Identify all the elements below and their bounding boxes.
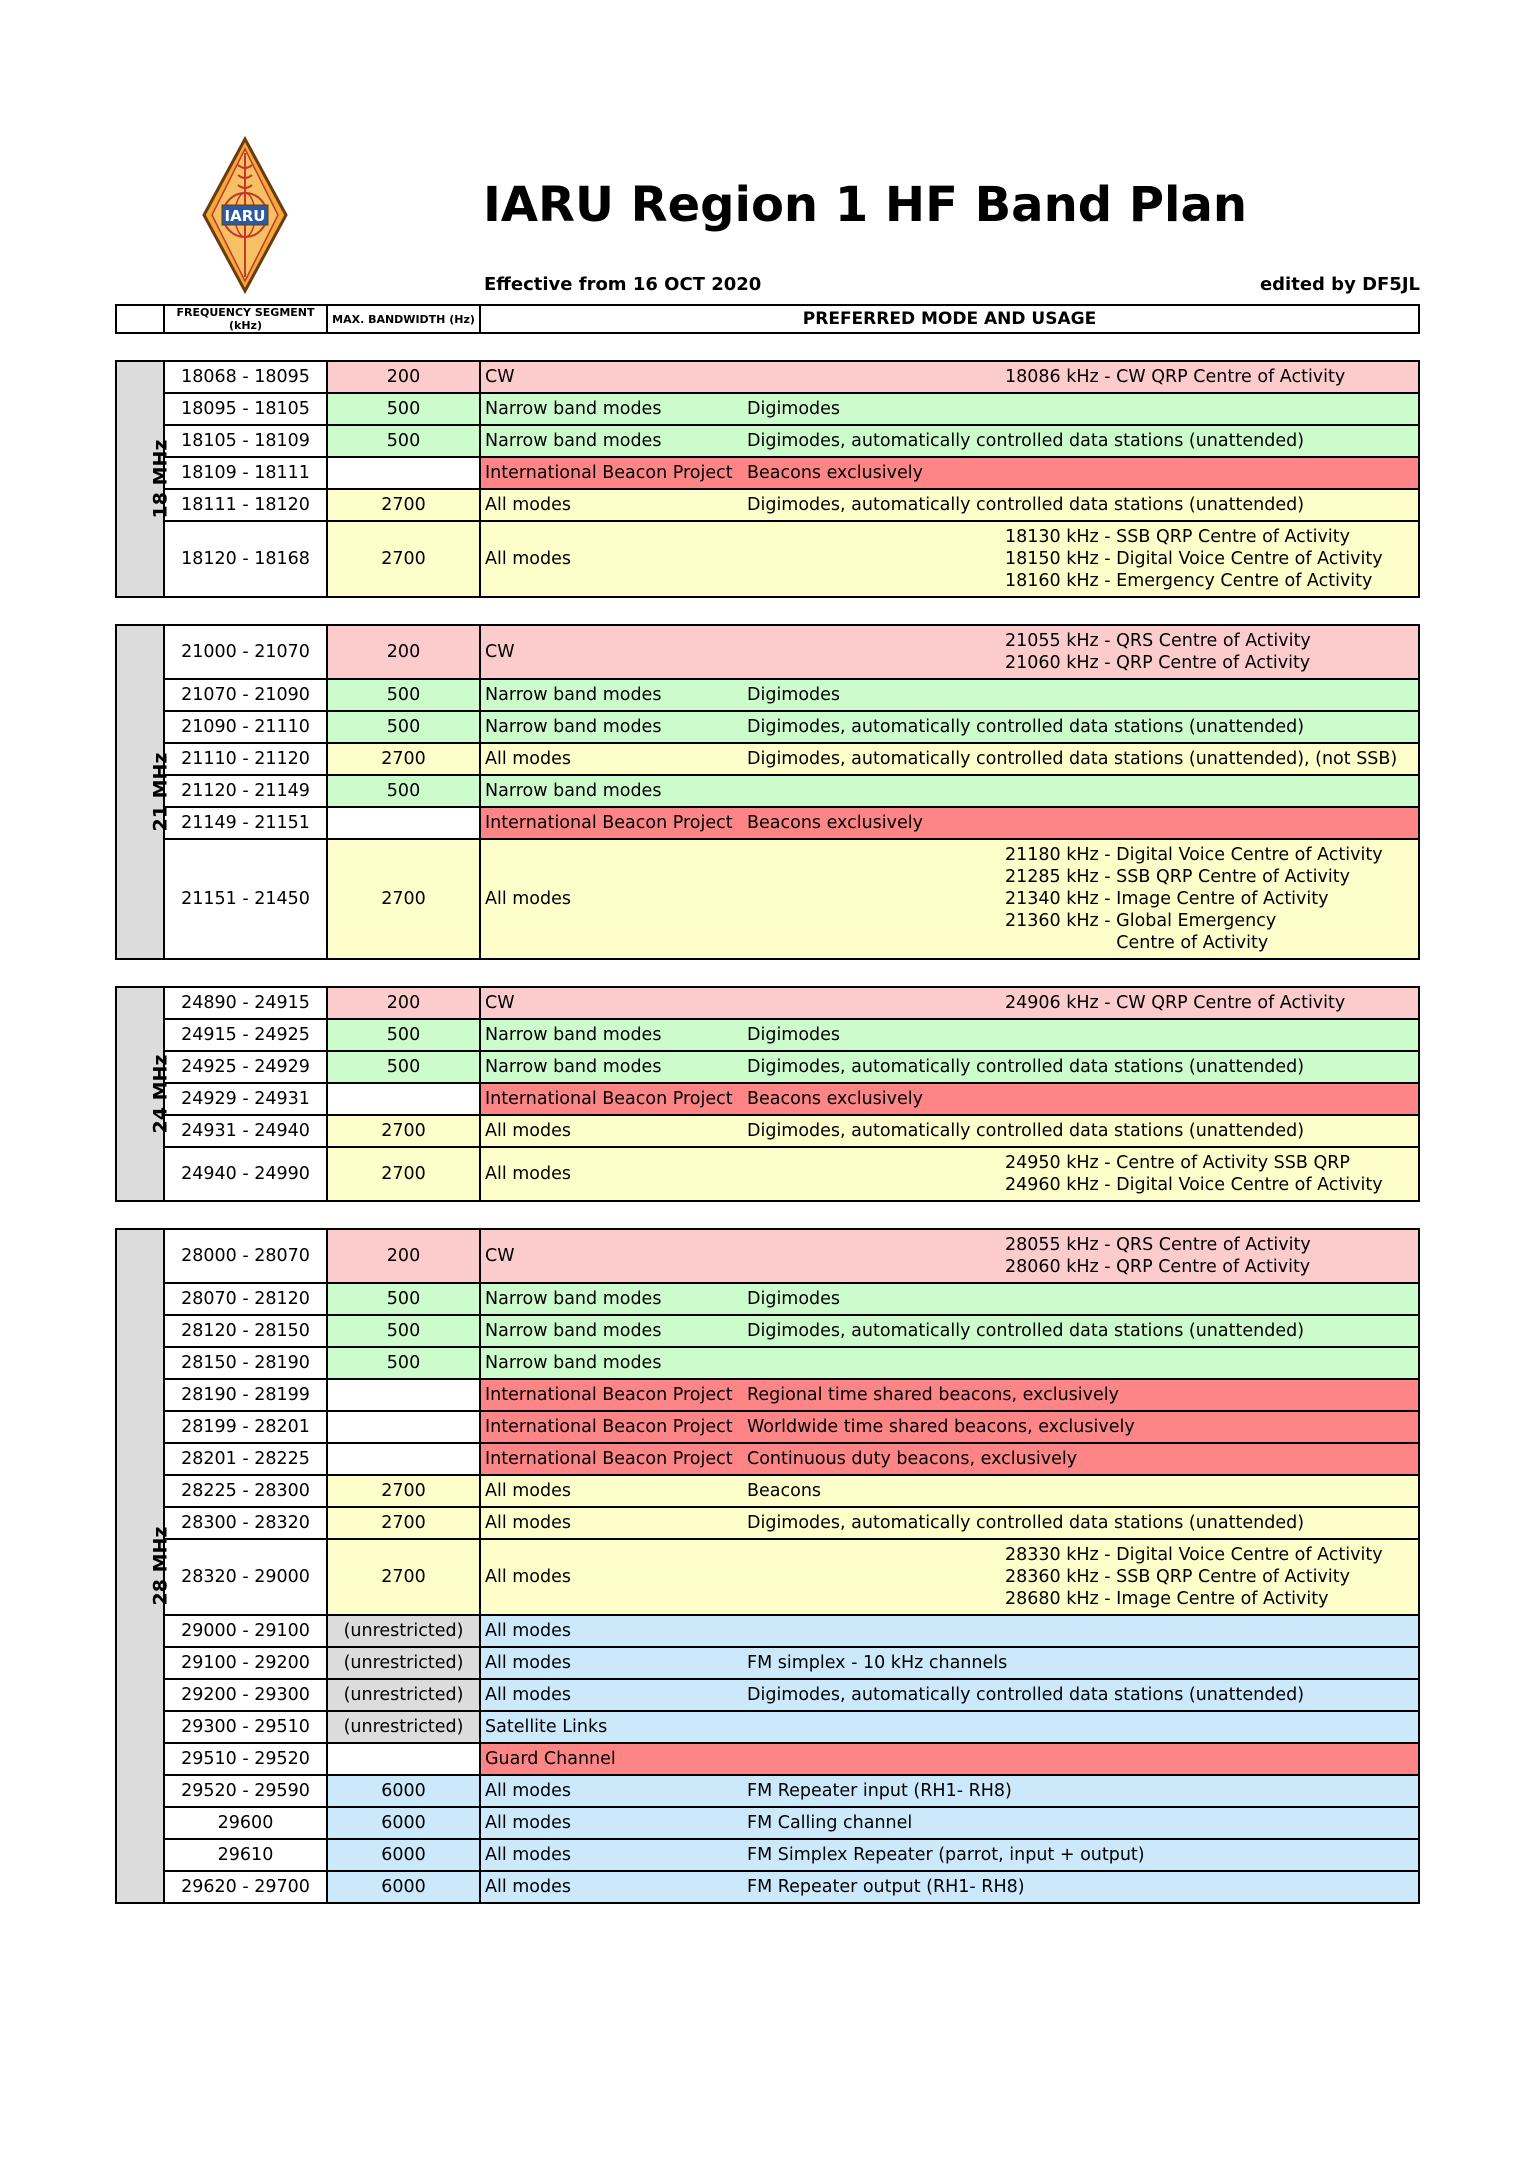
preferred-mode: All modes — [485, 1845, 572, 1865]
preferred-mode: Narrow band modes — [485, 1321, 662, 1341]
max-bandwidth — [327, 1443, 480, 1475]
usage-cell — [480, 1051, 1419, 1083]
preferred-mode: All modes — [485, 1121, 572, 1141]
band-segment-row — [116, 1711, 1419, 1743]
frequency-segment: 18105 - 18109 — [164, 425, 327, 457]
preferred-mode: All modes — [485, 1567, 572, 1587]
band-segment-row — [116, 1347, 1419, 1379]
usage-grid — [481, 526, 1418, 592]
usage-grid — [481, 1620, 1418, 1642]
band-label-cell — [116, 987, 172, 1201]
max-bandwidth: 6000 — [327, 1871, 480, 1903]
usage-cell — [480, 743, 1419, 775]
usage-grid — [481, 684, 1418, 706]
usage-grid — [481, 1152, 1418, 1196]
frequency-segment: 18111 - 18120 — [164, 489, 327, 521]
usage-cell — [480, 393, 1419, 425]
usage-cell — [480, 1807, 1419, 1839]
band-segment-row — [116, 807, 1419, 839]
band-column-header — [116, 305, 164, 333]
frequency-segment: 21149 - 21151 — [164, 807, 327, 839]
usage-grid — [481, 1056, 1418, 1078]
frequency-segment: 28201 - 28225 — [164, 1443, 327, 1475]
band-segment-row — [116, 679, 1419, 711]
usage-cell — [480, 1379, 1419, 1411]
band-spacer — [116, 959, 1419, 987]
frequency-segment: 24890 - 24915 — [164, 987, 327, 1019]
max-bandwidth — [327, 1411, 480, 1443]
max-bandwidth: 6000 — [327, 1775, 480, 1807]
usage-grid — [481, 1416, 1418, 1438]
preferred-mode: Narrow band modes — [485, 685, 662, 705]
activity-notes: 18130 kHz - SSB QRP Centre of Activity 18150 kHz - Digital Voice Centre of Activity 18160 kHz - Emergency Centre of Activity — [1005, 527, 1383, 591]
max-bandwidth: (unrestricted) — [327, 1679, 480, 1711]
activity-notes: 24950 kHz - Centre of Activity SSB QRP 24960 kHz - Digital Voice Centre of Activity — [1005, 1153, 1383, 1195]
max-bandwidth — [327, 1743, 480, 1775]
usage-text: Digimodes — [747, 685, 841, 705]
band-segment-row — [116, 1229, 1419, 1283]
usage-cell — [480, 1229, 1419, 1283]
frequency-segment: 28199 - 28201 — [164, 1411, 327, 1443]
max-bandwidth: 2700 — [327, 521, 480, 597]
usage-text: Continuous duty beacons, exclusively — [747, 1449, 1078, 1469]
usage-cell — [480, 1743, 1419, 1775]
usage-text: FM Calling channel — [747, 1813, 913, 1833]
preferred-mode: All modes — [485, 749, 572, 769]
usage-cell — [480, 807, 1419, 839]
band-segment-row — [116, 521, 1419, 597]
band-segment-row — [116, 1475, 1419, 1507]
band-segment-row — [116, 1775, 1419, 1807]
preferred-mode: All modes — [485, 889, 572, 909]
max-bandwidth: 200 — [327, 1229, 480, 1283]
band-segment-row — [116, 361, 1419, 393]
usage-cell — [480, 425, 1419, 457]
usage-cell — [480, 1443, 1419, 1475]
frequency-segment: 28190 - 28199 — [164, 1379, 327, 1411]
band-segment-row — [116, 1539, 1419, 1615]
activity-notes: 18086 kHz - CW QRP Centre of Activity — [1005, 367, 1346, 387]
usage-grid — [481, 1748, 1418, 1770]
usage-grid — [481, 1876, 1418, 1898]
usage-grid — [481, 1480, 1418, 1502]
preferred-mode: International Beacon Project — [485, 1385, 733, 1405]
frequency-segment: 29200 - 29300 — [164, 1679, 327, 1711]
frequency-segment: 24925 - 24929 — [164, 1051, 327, 1083]
max-bandwidth: 2700 — [327, 1147, 480, 1201]
usage-grid — [481, 1024, 1418, 1046]
effective-date: Effective from 16 OCT 2020 — [484, 274, 762, 295]
usage-grid — [481, 1780, 1418, 1802]
usage-text: Digimodes — [747, 1289, 841, 1309]
preferred-mode: All modes — [485, 1653, 572, 1673]
usage-cell — [480, 1083, 1419, 1115]
usage-grid — [481, 398, 1418, 420]
usage-text: Digimodes, automatically controlled data stations (unattended) — [747, 1321, 1305, 1341]
preferred-mode: CW — [485, 1246, 515, 1266]
band-spacer-cell — [116, 959, 1419, 987]
usage-cell — [480, 1115, 1419, 1147]
frequency-segment: 21110 - 21120 — [164, 743, 327, 775]
usage-text: Digimodes, automatically controlled data stations (unattended) — [747, 1057, 1305, 1077]
band-label-cell — [116, 625, 172, 959]
max-bandwidth: 6000 — [327, 1807, 480, 1839]
frequency-segment: 28000 - 28070 — [164, 1229, 327, 1283]
max-bandwidth: 200 — [327, 361, 480, 393]
usage-text: Digimodes — [747, 1025, 841, 1045]
max-bandwidth: 500 — [327, 679, 480, 711]
page-title: IARU Region 1 HF Band Plan — [482, 177, 1248, 233]
band-segment-row — [116, 1411, 1419, 1443]
frequency-segment: 29610 — [164, 1839, 327, 1871]
frequency-segment: 28120 - 28150 — [164, 1315, 327, 1347]
band-segment-row — [116, 489, 1419, 521]
max-bandwidth: (unrestricted) — [327, 1711, 480, 1743]
preferred-mode: International Beacon Project — [485, 1089, 733, 1109]
frequency-segment: 21151 - 21450 — [164, 839, 327, 959]
usage-cell — [480, 489, 1419, 521]
max-bandwidth: (unrestricted) — [327, 1647, 480, 1679]
preferred-mode: International Beacon Project — [485, 463, 733, 483]
band-segment-row — [116, 1807, 1419, 1839]
preferred-mode: All modes — [485, 1621, 572, 1641]
preferred-mode: Narrow band modes — [485, 1353, 662, 1373]
logo-text: IARU — [224, 207, 266, 225]
usage-cell — [480, 775, 1419, 807]
band-spacer-cell — [116, 1201, 1419, 1229]
band-segment-row — [116, 839, 1419, 959]
usage-cell — [480, 987, 1419, 1019]
usage-text: Beacons exclusively — [747, 1089, 923, 1109]
frequency-segment: 21120 - 21149 — [164, 775, 327, 807]
preferred-mode: Narrow band modes — [485, 1289, 662, 1309]
max-bandwidth — [327, 807, 480, 839]
band-segment-row — [116, 1679, 1419, 1711]
usage-cell — [480, 457, 1419, 489]
usage-grid — [481, 716, 1418, 738]
band-segment-row — [116, 457, 1419, 489]
preferred-mode: Narrow band modes — [485, 399, 662, 419]
band-label: 28 MHz — [149, 1526, 172, 1605]
usage-cell — [480, 839, 1419, 959]
max-bandwidth: 500 — [327, 1019, 480, 1051]
usage-cell — [480, 1871, 1419, 1903]
preferred-mode: All modes — [485, 1781, 572, 1801]
band-segment-row — [116, 1315, 1419, 1347]
preferred-mode: CW — [485, 367, 515, 387]
frequency-segment: 29300 - 29510 — [164, 1711, 327, 1743]
frequency-segment: 29520 - 29590 — [164, 1775, 327, 1807]
max-bandwidth: 500 — [327, 1347, 480, 1379]
band-segment-row — [116, 1083, 1419, 1115]
usage-text: Digimodes, automatically controlled data stations (unattended) — [747, 431, 1305, 451]
preferred-mode: CW — [485, 993, 515, 1013]
usage-column-header: PREFERRED MODE AND USAGE — [480, 305, 1419, 333]
activity-notes: 21055 kHz - QRS Centre of Activity 21060 kHz - QRP Centre of Activity — [1005, 631, 1311, 673]
preferred-mode: All modes — [485, 549, 572, 569]
band-label: 24 MHz — [149, 1054, 172, 1133]
frequency-segment: 21090 - 21110 — [164, 711, 327, 743]
max-bandwidth: 2700 — [327, 1115, 480, 1147]
band-segment-row — [116, 1019, 1419, 1051]
band-segment-row — [116, 1283, 1419, 1315]
usage-cell — [480, 1507, 1419, 1539]
iaru-logo — [200, 135, 290, 295]
usage-text: FM Repeater input (RH1- RH8) — [747, 1781, 1012, 1801]
usage-grid — [481, 992, 1418, 1014]
usage-cell — [480, 1775, 1419, 1807]
usage-text: FM Simplex Repeater (parrot, input + output) — [747, 1845, 1145, 1865]
usage-cell — [480, 1411, 1419, 1443]
usage-grid — [481, 1320, 1418, 1342]
preferred-mode: Narrow band modes — [485, 1025, 662, 1045]
usage-grid — [481, 812, 1418, 834]
preferred-mode: Narrow band modes — [485, 431, 662, 451]
frequency-segment: 24915 - 24925 — [164, 1019, 327, 1051]
preferred-mode: All modes — [485, 1164, 572, 1184]
usage-text: Beacons exclusively — [747, 813, 923, 833]
usage-text: Digimodes, automatically controlled data stations (unattended) — [747, 1121, 1305, 1141]
usage-cell — [480, 1615, 1419, 1647]
preferred-mode: CW — [485, 642, 515, 662]
column-header-row — [116, 305, 1419, 333]
usage-grid — [481, 494, 1418, 516]
frequency-segment: 28320 - 29000 — [164, 1539, 327, 1615]
usage-grid — [481, 462, 1418, 484]
editor-credit: edited by DF5JL — [1259, 274, 1420, 295]
band-segment-row — [116, 1871, 1419, 1903]
usage-cell — [480, 625, 1419, 679]
activity-notes: 21180 kHz - Digital Voice Centre of Activity 21285 kHz - SSB QRP Centre of Activity 21340 kHz - Image Centre of Activity 21360 kHz - Global Emergency Centre of Activity — [1005, 845, 1383, 953]
preferred-mode: All modes — [485, 1685, 572, 1705]
max-bandwidth: 500 — [327, 1315, 480, 1347]
frequency-segment: 29600 — [164, 1807, 327, 1839]
max-bandwidth: 200 — [327, 625, 480, 679]
band-segment-row — [116, 1443, 1419, 1475]
frequency-segment: 29100 - 29200 — [164, 1647, 327, 1679]
band-plan-table — [115, 304, 1420, 1904]
usage-text: Beacons exclusively — [747, 463, 923, 483]
usage-text: Digimodes, automatically controlled data stations (unattended), (not SSB) — [747, 749, 1398, 769]
activity-notes: 28330 kHz - Digital Voice Centre of Activity 28360 kHz - SSB QRP Centre of Activity 28680 kHz - Image Centre of Activity — [1005, 1545, 1383, 1609]
usage-cell — [480, 1347, 1419, 1379]
activity-notes: 28055 kHz - QRS Centre of Activity 28060 kHz - QRP Centre of Activity — [1005, 1235, 1311, 1277]
usage-text: Worldwide time shared beacons, exclusively — [747, 1417, 1135, 1437]
usage-grid — [481, 1512, 1418, 1534]
band-segment-row — [116, 1379, 1419, 1411]
preferred-mode: All modes — [485, 1877, 572, 1897]
usage-cell — [480, 361, 1419, 393]
usage-grid — [481, 1288, 1418, 1310]
band-segment-row — [116, 1647, 1419, 1679]
usage-grid — [481, 1652, 1418, 1674]
usage-grid — [481, 780, 1418, 802]
preferred-mode: International Beacon Project — [485, 813, 733, 833]
usage-cell — [480, 1475, 1419, 1507]
usage-grid — [481, 1684, 1418, 1706]
preferred-mode: All modes — [485, 1513, 572, 1533]
band-segment-row — [116, 775, 1419, 807]
max-bandwidth: 500 — [327, 425, 480, 457]
usage-cell — [480, 1315, 1419, 1347]
band-spacer-cell — [116, 597, 1419, 625]
max-bandwidth — [327, 457, 480, 489]
usage-cell — [480, 1283, 1419, 1315]
band-segment-row — [116, 743, 1419, 775]
preferred-mode: Narrow band modes — [485, 717, 662, 737]
frequency-segment: 28070 - 28120 — [164, 1283, 327, 1315]
band-label: 21 MHz — [149, 752, 172, 831]
max-bandwidth: 2700 — [327, 1475, 480, 1507]
usage-grid — [481, 1088, 1418, 1110]
usage-cell — [480, 1711, 1419, 1743]
band-segment-row — [116, 987, 1419, 1019]
usage-grid — [481, 1384, 1418, 1406]
usage-cell — [480, 711, 1419, 743]
max-bandwidth: 500 — [327, 1051, 480, 1083]
bandwidth-column-header: MAX. BANDWIDTH (Hz) — [327, 305, 480, 333]
preferred-mode: Narrow band modes — [485, 1057, 662, 1077]
usage-text: Regional time shared beacons, exclusively — [747, 1385, 1120, 1405]
band-segment-row — [116, 1147, 1419, 1201]
band-plan — [115, 304, 1420, 1904]
usage-text: Digimodes, automatically controlled data stations (unattended) — [747, 717, 1305, 737]
usage-cell — [480, 1019, 1419, 1051]
band-segment-row — [116, 1051, 1419, 1083]
band-segment-row — [116, 1115, 1419, 1147]
activity-notes: 24906 kHz - CW QRP Centre of Activity — [1005, 993, 1346, 1013]
max-bandwidth: 500 — [327, 393, 480, 425]
usage-text: Digimodes, automatically controlled data stations (unattended) — [747, 495, 1305, 515]
usage-cell — [480, 679, 1419, 711]
usage-grid — [481, 366, 1418, 388]
preferred-mode: All modes — [485, 495, 572, 515]
frequency-segment: 18120 - 18168 — [164, 521, 327, 597]
usage-grid — [481, 630, 1418, 674]
frequency-segment: 18109 - 18111 — [164, 457, 327, 489]
max-bandwidth: 200 — [327, 987, 480, 1019]
usage-text: Digimodes, automatically controlled data stations (unattended) — [747, 1513, 1305, 1533]
band-label-cell — [116, 1229, 172, 1903]
frequency-segment: 24931 - 24940 — [164, 1115, 327, 1147]
usage-text: Digimodes — [747, 399, 841, 419]
frequency-segment: 29000 - 29100 — [164, 1615, 327, 1647]
frequency-segment: 21070 - 21090 — [164, 679, 327, 711]
max-bandwidth: 2700 — [327, 489, 480, 521]
frequency-segment: 29510 - 29520 — [164, 1743, 327, 1775]
band-segment-row — [116, 625, 1419, 679]
preferred-mode: All modes — [485, 1813, 572, 1833]
usage-grid — [481, 1352, 1418, 1374]
frequency-segment: 28150 - 28190 — [164, 1347, 327, 1379]
usage-text: Digimodes, automatically controlled data stations (unattended) — [747, 1685, 1305, 1705]
frequency-segment: 24940 - 24990 — [164, 1147, 327, 1201]
frequency-segment: 18095 - 18105 — [164, 393, 327, 425]
usage-cell — [480, 1539, 1419, 1615]
usage-cell — [480, 1147, 1419, 1201]
usage-cell — [480, 1679, 1419, 1711]
usage-grid — [481, 1812, 1418, 1834]
usage-grid — [481, 1844, 1418, 1866]
frequency-column-header: FREQUENCY SEGMENT (kHz) — [164, 305, 327, 333]
band-spacer-cell — [116, 333, 1419, 361]
max-bandwidth — [327, 1379, 480, 1411]
preferred-mode: All modes — [485, 1481, 572, 1501]
usage-cell — [480, 1647, 1419, 1679]
usage-cell — [480, 521, 1419, 597]
preferred-mode: Satellite Links — [485, 1717, 608, 1737]
frequency-segment: 28300 - 28320 — [164, 1507, 327, 1539]
frequency-segment: 18068 - 18095 — [164, 361, 327, 393]
band-segment-row — [116, 711, 1419, 743]
usage-text: FM simplex - 10 kHz channels — [747, 1653, 1008, 1673]
frequency-segment: 24929 - 24931 — [164, 1083, 327, 1115]
usage-text: Beacons — [747, 1481, 822, 1501]
band-segment-row — [116, 1615, 1419, 1647]
usage-grid — [481, 1120, 1418, 1142]
band-label: 18 MHz — [149, 439, 172, 518]
band-segment-row — [116, 393, 1419, 425]
band-segment-row — [116, 1743, 1419, 1775]
band-spacer — [116, 1201, 1419, 1229]
max-bandwidth: 500 — [327, 1283, 480, 1315]
band-spacer — [116, 333, 1419, 361]
frequency-segment: 21000 - 21070 — [164, 625, 327, 679]
band-segment-row — [116, 1839, 1419, 1871]
band-label-cell — [116, 361, 172, 597]
max-bandwidth — [327, 1083, 480, 1115]
preferred-mode: International Beacon Project — [485, 1449, 733, 1469]
usage-grid — [481, 844, 1418, 954]
max-bandwidth: 2700 — [327, 1507, 480, 1539]
band-segment-row — [116, 1507, 1419, 1539]
usage-text: FM Repeater output (RH1- RH8) — [747, 1877, 1025, 1897]
preferred-mode: Narrow band modes — [485, 781, 662, 801]
preferred-mode: International Beacon Project — [485, 1417, 733, 1437]
frequency-segment: 28225 - 28300 — [164, 1475, 327, 1507]
max-bandwidth: 500 — [327, 711, 480, 743]
usage-grid — [481, 1448, 1418, 1470]
max-bandwidth: (unrestricted) — [327, 1615, 480, 1647]
preferred-mode: Guard Channel — [485, 1749, 616, 1769]
usage-grid — [481, 430, 1418, 452]
usage-cell — [480, 1839, 1419, 1871]
frequency-segment: 29620 - 29700 — [164, 1871, 327, 1903]
max-bandwidth: 6000 — [327, 1839, 480, 1871]
band-segment-row — [116, 425, 1419, 457]
max-bandwidth: 2700 — [327, 839, 480, 959]
usage-grid — [481, 1544, 1418, 1610]
max-bandwidth: 2700 — [327, 1539, 480, 1615]
max-bandwidth: 2700 — [327, 743, 480, 775]
usage-grid — [481, 748, 1418, 770]
band-spacer — [116, 597, 1419, 625]
usage-grid — [481, 1716, 1418, 1738]
max-bandwidth: 500 — [327, 775, 480, 807]
usage-grid — [481, 1234, 1418, 1278]
